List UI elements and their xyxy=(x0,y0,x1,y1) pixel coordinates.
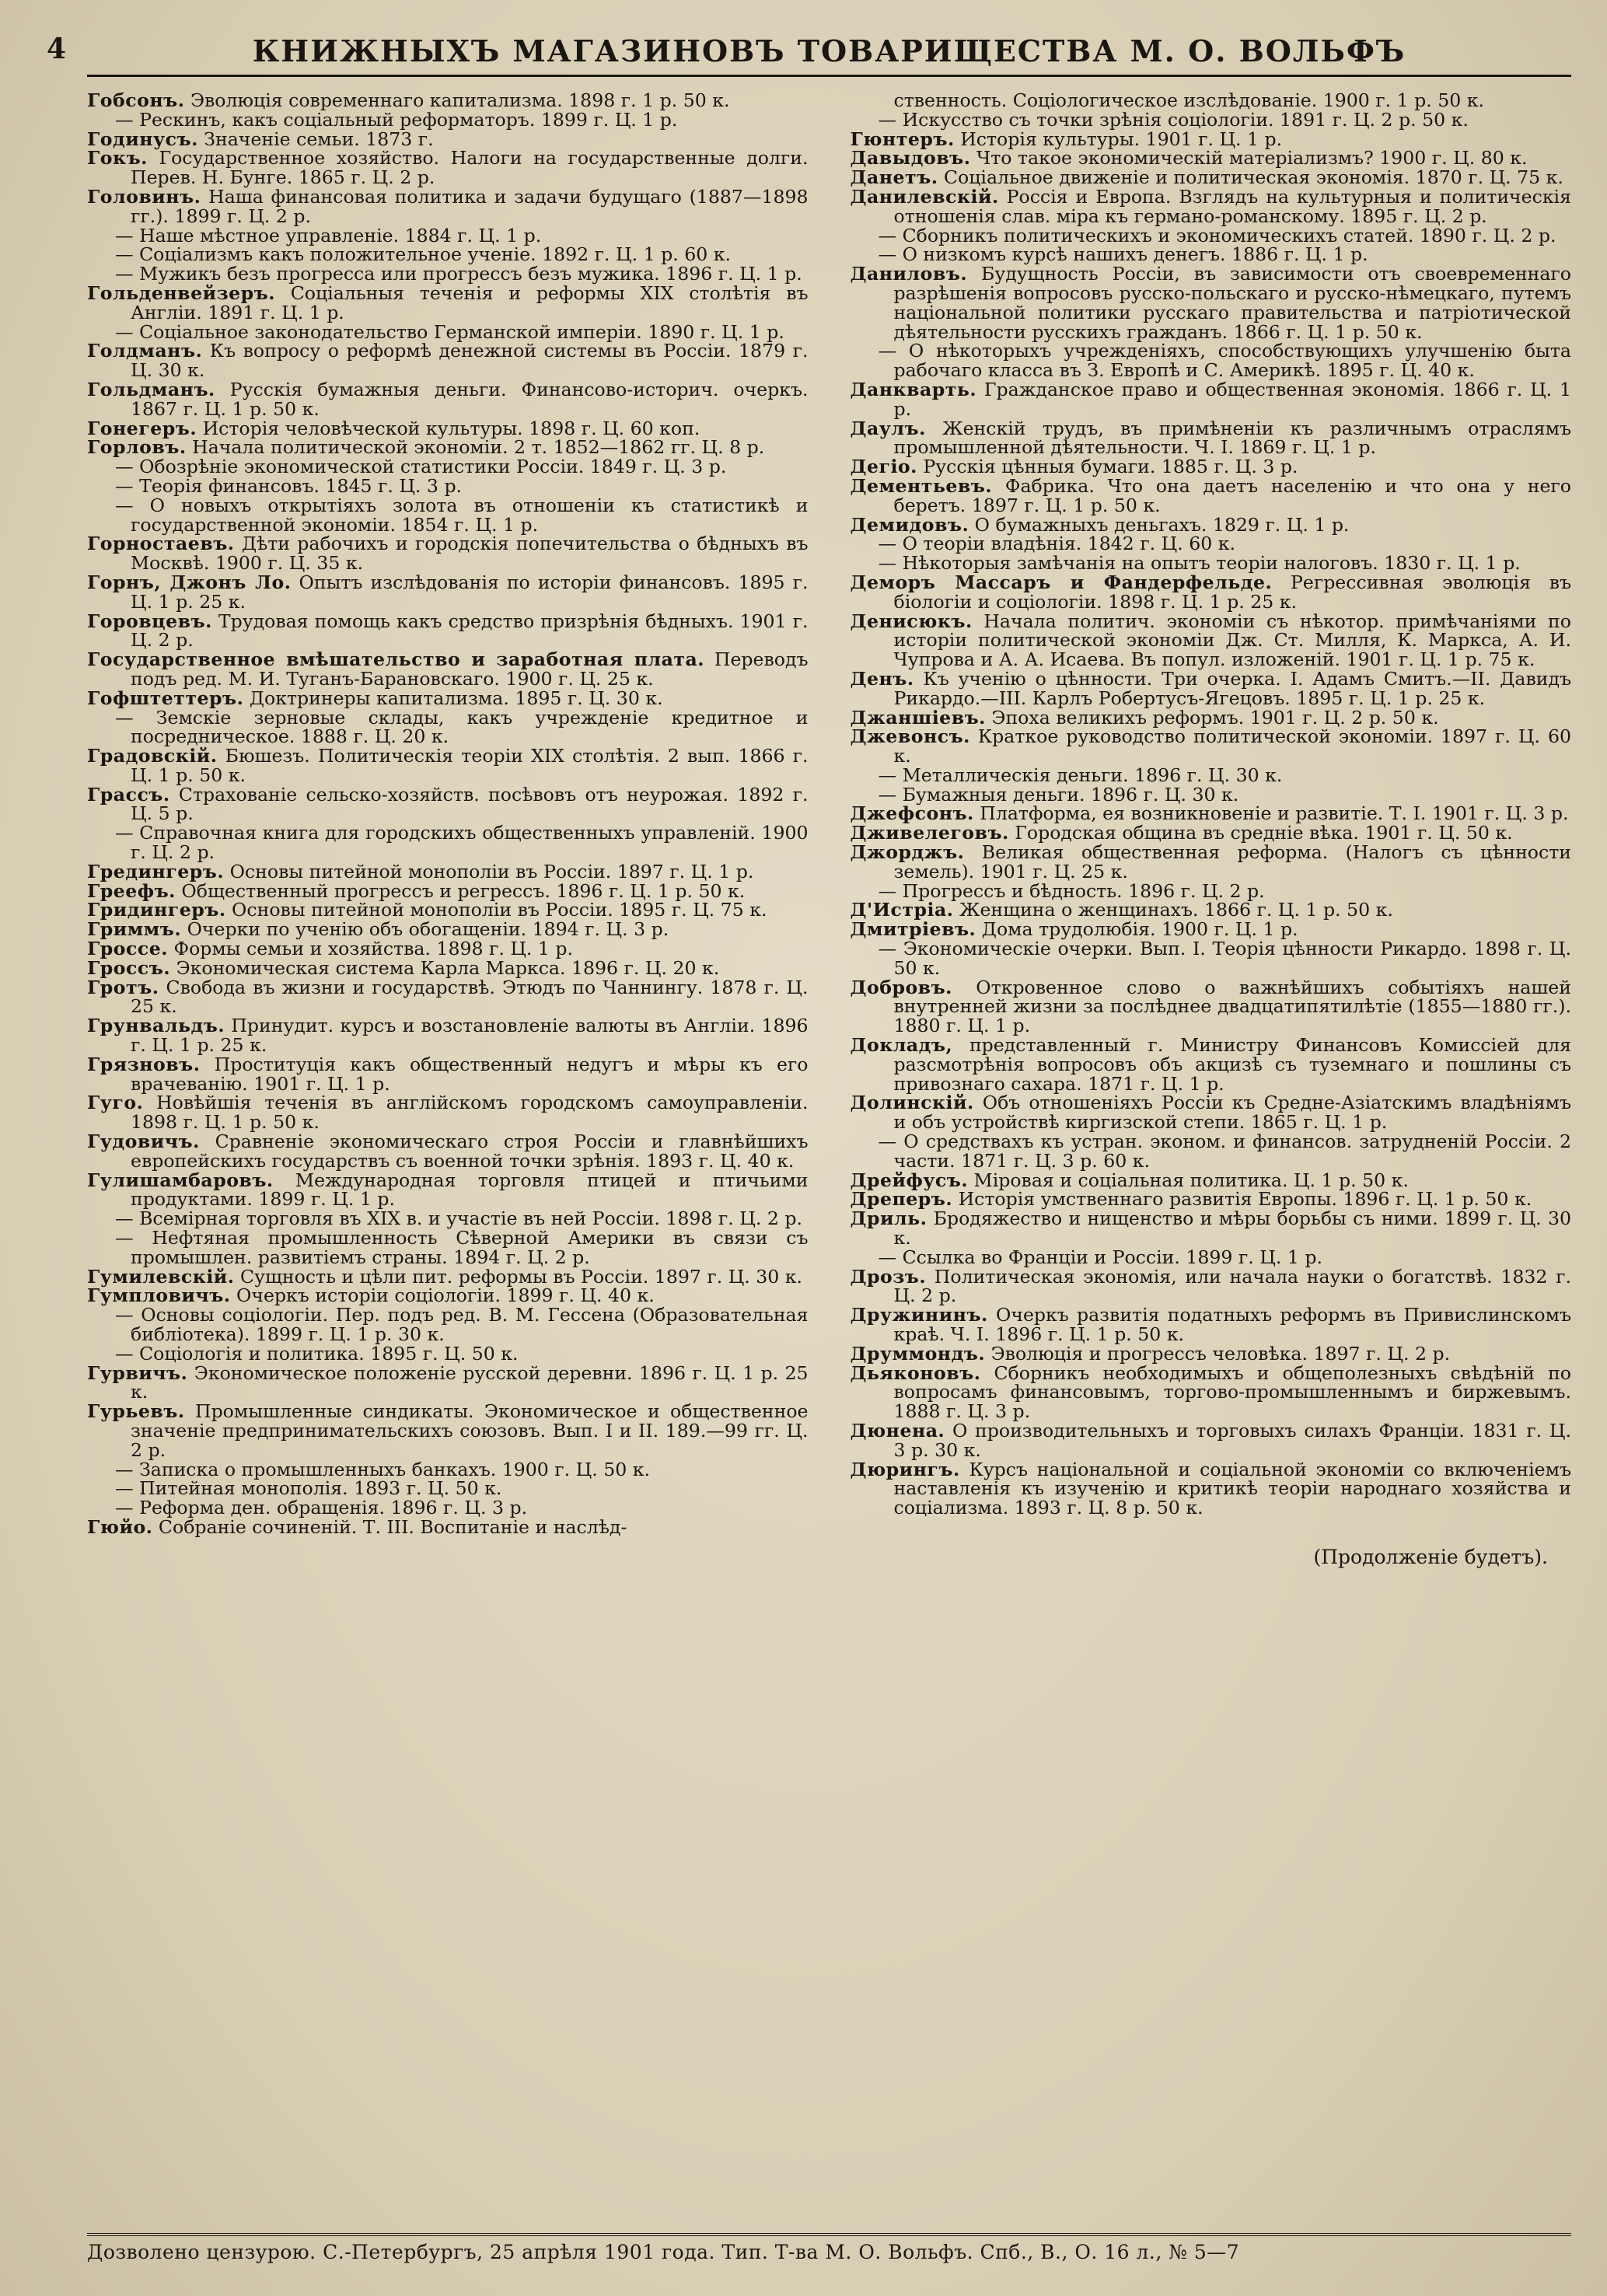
entry-author: Гудовичъ. xyxy=(87,1131,200,1153)
catalog-entry xyxy=(87,862,809,882)
entry-author: Денисюкъ. xyxy=(850,610,973,632)
entry-author: Дживелеговъ. xyxy=(850,822,1009,844)
entry-author: Докладъ, xyxy=(850,1034,953,1057)
entry-author: Грязновъ. xyxy=(87,1053,201,1075)
entry-text: — Реформа ден. обращенія. 1896 г. Ц. 3 р. xyxy=(115,1497,528,1519)
catalog-subentry xyxy=(851,341,1572,380)
entry-text: — Теорія финансовъ. 1845 г. Ц. 3 р. xyxy=(115,474,463,497)
page-number: 4 xyxy=(47,33,67,65)
entry-text: Экономическая система Карла Маркса. 1896 г. Ц. 20 к. xyxy=(170,956,720,979)
catalog-entry xyxy=(87,650,809,689)
entry-author: Данкварть. xyxy=(850,378,977,400)
entry-text: Экономическое положеніе русской деревни. 1896 г. Ц. 1 р. 25 к. xyxy=(131,1361,809,1403)
entry-author: Даниловъ. xyxy=(850,263,968,285)
catalog-entry xyxy=(87,1286,809,1305)
entry-author: Джорджъ. xyxy=(850,841,965,864)
entry-text: Опытъ изслѣдованія по исторіи финансовъ. 1895 г. Ц. 1 р. 25 к. xyxy=(131,571,809,613)
entry-text: Переводъ подъ ред. М. И. Туганъ-Барановскаго. 1900 г. Ц. 25 к. xyxy=(131,648,809,690)
entry-author: Долинскій. xyxy=(850,1092,974,1114)
catalog-entry xyxy=(851,612,1572,669)
entry-text: Великая общественная реформа. (Налогъ съ цѣнности земель). 1901 г. Ц. 25 к. xyxy=(893,841,1571,882)
catalog-subentry xyxy=(87,110,809,130)
catalog-subentry xyxy=(87,226,809,246)
catalog-subentry xyxy=(87,457,809,477)
catalog-entry xyxy=(851,804,1572,823)
entry-text: — Экономическіе очерки. Вып. I. Теорія цѣнности Рикардо. 1898 г. Ц. 50 к. xyxy=(878,938,1571,979)
catalog-entry xyxy=(87,1093,809,1132)
catalog-subentry xyxy=(87,245,809,264)
entry-text: — О нѣкоторыхъ учрежденіяхъ, способствующихъ улучшенію быта рабочаго класса въ З. Европѣ и С. Америкѣ. 1895 г. Ц. 40 к. xyxy=(878,340,1571,382)
entry-text: Краткое руководство политической экономіи. 1897 г. Ц. 60 к. xyxy=(893,725,1571,767)
entry-text: — О новыхъ открытіяхъ золота въ отношеніи къ статистикѣ и государственной экономіи. 1854 г. Ц. 1 р. xyxy=(115,494,809,536)
entry-text: представленный г. Министру Финансовъ Комиссіей для разсмотрѣнія вопросовъ объ акцизѣ съ туземнаго и пошлины съ привознаго сахара. 1871 г. Ц. 1 р. xyxy=(893,1034,1571,1095)
entry-author: Данилевскій. xyxy=(850,185,999,208)
entry-author: Дюнена. xyxy=(850,1419,945,1442)
catalog-entry xyxy=(851,573,1572,612)
catalog-entry xyxy=(87,149,809,187)
catalog-entry xyxy=(851,1305,1572,1344)
entry-author: Градовскій. xyxy=(87,745,218,767)
running-title: КНИЖНЫХЪ МАГАЗИНОВЪ ТОВАРИЩЕСТВА М. О. ВОЛЬФЪ xyxy=(252,33,1406,68)
entry-text: Доктринеры капитализма. 1895 г. Ц. 30 к. xyxy=(243,687,663,709)
entry-text: Сущность и цѣли пит. реформы въ Россіи. 1897 г. Ц. 30 к. xyxy=(234,1265,803,1288)
entry-text: Россія и Европа. Взглядъ на культурныя и политическія отношенія слав. міра къ германо-романскому. 1895 г. Ц. 2 р. xyxy=(893,185,1571,227)
entry-author: Горнъ, Джонъ Ло. xyxy=(87,571,292,593)
entry-text: Свобода въ жизни и государствѣ. Этюдъ по Чаннингу. 1878 г. Ц. 25 к. xyxy=(131,976,809,1018)
catalog-entry xyxy=(87,419,809,439)
entry-author: Добровъ. xyxy=(850,976,952,998)
catalog-subentry xyxy=(87,1305,809,1344)
entry-author: Греефъ. xyxy=(87,879,176,902)
entry-author: Гумилевскій. xyxy=(87,1265,235,1288)
entry-text: ственность. Соціологическое изслѣдованіе. 1900 г. 1 р. 50 к. xyxy=(893,89,1485,111)
entry-author: Государственное вмѣшательство и заработная плата. xyxy=(87,648,705,671)
catalog-entry xyxy=(87,380,809,419)
entry-text: Къ ученію о цѣнности. Три очерка. I. Адамъ Смитъ.—II. Давидъ Рикардо.—III. Карлъ Робертусъ-Ягецовъ. 1895 г. Ц. 1 р. 25 к. xyxy=(893,667,1571,709)
entry-author: Дмитріевъ. xyxy=(850,918,976,941)
catalog-subentry xyxy=(87,1228,809,1267)
entry-text: Эволюція и прогрессъ человѣка. 1897 г. Ц. 2 р. xyxy=(985,1342,1451,1365)
entry-text: Будущность Россіи, въ зависимости отъ своевременнаго разрѣшенія вопросовъ русско-польскаго и русско-нѣмецкаго, путемъ національной политики русскаго правительства и патріотической дѣятельности русскихъ гражданъ. 1866 г. Ц. 1 р. 50 к. xyxy=(893,263,1571,343)
catalog-entry xyxy=(851,91,1572,110)
catalog-entry xyxy=(87,281,809,323)
entry-author: Гольденвейзеръ. xyxy=(87,281,275,304)
entry-author: Д'Истріа. xyxy=(850,899,954,921)
catalog-entry xyxy=(87,438,809,457)
entry-text: Международная торговля птицей и птичьими продуктами. 1899 г. Ц. 1 р. xyxy=(131,1169,809,1211)
entry-text: — Искусство съ точки зрѣнія соціологіи. 1891 г. Ц. 2 р. 50 к. xyxy=(878,108,1469,131)
catalog-entry xyxy=(851,168,1572,187)
catalog-entry xyxy=(87,1171,809,1210)
entry-author: Дрейфусъ. xyxy=(850,1169,969,1191)
catalog-subentry xyxy=(87,1209,809,1228)
catalog-entry xyxy=(87,879,809,902)
entry-author: Гюнтеръ. xyxy=(850,128,955,150)
catalog-subentry xyxy=(851,554,1572,573)
entry-text: Начала политической экономіи. 2 т. 1852—1862 гг. Ц. 8 р. xyxy=(186,436,765,459)
entry-text: — Основы соціологіи. Пер. подъ ред. В. М. Гессена (Образовательная библіотека). 1899 г. Ц. 1 р. 30 к. xyxy=(115,1304,809,1345)
entry-author: Гредингеръ. xyxy=(87,860,225,882)
entry-author: Данетъ. xyxy=(850,166,938,189)
catalog-entry xyxy=(851,1171,1572,1190)
entry-author: Демидовъ. xyxy=(850,513,969,536)
catalog-entry xyxy=(87,900,809,920)
catalog-entry xyxy=(87,573,809,612)
entry-author: Джефсонъ. xyxy=(850,802,974,825)
entry-author: Деморъ Массаръ и Фандерфельде. xyxy=(850,571,1273,593)
continued-note: (Продолженіе будетъ). xyxy=(1313,1545,1548,1568)
entry-text: Женскій трудъ, въ примѣненіи къ различнымъ отраслямъ промышленной дѣятельности. Ч. I. 1869 г. Ц. 1 р. xyxy=(893,417,1571,459)
catalog-subentry xyxy=(87,320,809,343)
catalog-subentry xyxy=(851,245,1572,264)
entry-text: Городская община въ средніе вѣка. 1901 г. Ц. 50 к. xyxy=(1008,822,1513,844)
catalog-entry xyxy=(851,823,1572,843)
catalog-entry xyxy=(87,1515,809,1538)
catalog-entry xyxy=(850,1361,1572,1423)
entry-text: Государственное хозяйство. Налоги на государственные долги. Перев. Н. Бунге. 1865 г. Ц. 2 р. xyxy=(131,147,809,189)
entry-text: Политическая экономія, или начала науки о богатствѣ. 1832 г. Ц. 2 р. xyxy=(893,1265,1571,1307)
catalog-subentry xyxy=(87,708,809,747)
catalog-entry xyxy=(851,419,1572,458)
catalog-entry xyxy=(87,1132,809,1171)
entry-text: О бумажныхъ деньгахъ. 1829 г. Ц. 1 р. xyxy=(969,513,1350,536)
left-column xyxy=(87,91,809,1568)
catalog-entry xyxy=(851,130,1572,149)
entry-text: — О теоріи владѣнія. 1842 г. Ц. 60 к. xyxy=(878,533,1236,555)
entry-text: Проституція какъ общественный недугъ и мѣры къ его врачеванію. 1901 г. Ц. 1 р. xyxy=(131,1053,809,1095)
entry-author: Горовцевъ. xyxy=(87,610,212,632)
entry-author: Горловъ. xyxy=(87,436,187,459)
catalog-entry xyxy=(87,187,809,226)
catalog-entry xyxy=(851,1421,1572,1460)
catalog-subentry xyxy=(87,474,809,497)
entry-author: Дрозъ. xyxy=(850,1265,927,1288)
entry-text: — Рескинъ, какъ соціальный реформаторъ. 1899 г. Ц. 1 р. xyxy=(115,108,678,131)
entry-text: Начала политич. экономіи съ нѣкотор. примѣчаніями по исторіи политической экономіи Дж. Ст. Милля, К. Маркса, А. И. Чупрова и А. А. Исаева. Въ попул. изложеній. 1901 г. Ц. 1 р. 75 к. xyxy=(893,610,1571,671)
catalog-entry xyxy=(87,956,809,979)
catalog-entry xyxy=(851,669,1572,708)
entry-author: Гобсонъ. xyxy=(87,89,185,111)
entry-text: Страхованіе сельско-хозяйств. посѣвовъ отъ неурожая. 1892 г. Ц. 5 р. xyxy=(131,783,809,825)
entry-text: Очерки по ученію объ обогащеніи. 1894 г. Ц. 3 р. xyxy=(181,918,669,941)
entry-author: Гроссъ. xyxy=(87,956,171,979)
entry-text: Сравненіе экономическаго строя Россіи и главнѣйшихъ европейскихъ государствъ съ военной точки зрѣнія. 1893 г. Ц. 40 к. xyxy=(131,1131,809,1172)
catalog-entry xyxy=(87,534,809,573)
catalog-entry xyxy=(87,341,809,380)
catalog-subentry xyxy=(851,226,1572,246)
entry-text: — Справочная книга для городскихъ общественныхъ управленій. 1900 г. Ц. 2 р. xyxy=(115,822,809,864)
entry-text: — Наше мѣстное управленіе. 1884 г. Ц. 1 р. xyxy=(115,224,542,246)
entry-text: — Сборникъ политическихъ и экономическихъ статей. 1890 г. Ц. 2 р. xyxy=(878,224,1556,246)
entry-text: — Записка о промышленныхъ банкахъ. 1900 г. Ц. 50 к. xyxy=(115,1458,651,1480)
catalog-entry xyxy=(851,1036,1572,1093)
catalog-entry xyxy=(851,187,1572,226)
catalog-entry xyxy=(851,727,1572,766)
entry-author: Гурвичъ. xyxy=(87,1361,188,1384)
catalog-entry xyxy=(87,689,809,708)
entry-author: Дружининъ. xyxy=(850,1304,988,1326)
entry-author: Джевонсъ. xyxy=(850,725,970,748)
entry-author: Гурьевъ. xyxy=(87,1400,185,1423)
entry-text: — Прогрессъ и бѣдность. 1896 г. Ц. 2 р. xyxy=(878,879,1265,902)
entry-author: Дьяконовъ. xyxy=(850,1361,981,1384)
entry-author: Друммондъ. xyxy=(850,1342,986,1365)
catalog-entry xyxy=(87,1361,809,1403)
entry-author: Годинусъ. xyxy=(87,128,198,150)
entry-author: Гроссе. xyxy=(87,938,168,960)
entry-text: — Обозрѣніе экономической статистики Россіи. 1849 г. Ц. 3 р. xyxy=(115,456,727,478)
catalog-subentry xyxy=(851,879,1572,902)
entry-text: — Соціализмъ какъ положительное ученіе. 1892 г. Ц. 1 р. 60 к. xyxy=(115,243,731,266)
entry-text: — Ссылка во Франціи и Россіи. 1899 г. Ц. 1 р. xyxy=(878,1246,1322,1268)
entry-text: Міровая и соціальная политика. Ц. 1 р. 50 к. xyxy=(968,1169,1409,1191)
catalog-subentry xyxy=(87,823,809,862)
entry-text: — Нѣкоторыя замѣчанія на опытъ теоріи налоговъ. 1830 г. Ц. 1 р. xyxy=(878,552,1521,575)
entry-author: Дриль. xyxy=(850,1207,928,1230)
entry-author: Гулишамбаровъ. xyxy=(87,1169,274,1191)
entry-text: — Соціологія и политика. 1895 г. Ц. 50 к. xyxy=(115,1342,519,1365)
entry-text: Исторія культуры. 1901 г. Ц. 1 р. xyxy=(954,128,1283,150)
entry-text: Дома трудолюбія. 1900 г. Ц. 1 р. xyxy=(976,918,1298,941)
entry-author: Дегіо. xyxy=(850,456,917,478)
entry-author: Даулъ. xyxy=(850,417,926,439)
imprint-footer: Дозволено цензурою. С.-Петербургъ, 25 апрѣля 1901 года. Тип. Т-ва М. О. Вольфъ. Спб., В., О. 16 л., № 5—7 xyxy=(87,2233,1571,2263)
entry-text: — Всемірная торговля въ XIX в. и участіе въ ней Россіи. 1898 г. Ц. 2 р. xyxy=(115,1207,802,1230)
entry-text: О производительныхъ и торговыхъ силахъ Франціи. 1831 г. Ц. 3 р. 30 к. xyxy=(893,1419,1571,1461)
entry-text: Откровенное слово о важнѣйшихъ событіяхъ нашей внутренней жизни за послѣднее двадцатипятилѣтіе (1855—1880 гг.). 1880 г. Ц. 1 р. xyxy=(893,976,1571,1037)
entry-text: Основы питейной монополіи въ Россіи. 1895 г. Ц. 75 к. xyxy=(225,899,767,921)
entry-author: Горностаевъ. xyxy=(87,533,235,555)
catalog-entry xyxy=(851,1344,1572,1364)
entry-text: Русскія бумажныя деньги. Финансово-историч. очеркъ. 1867 г. Ц. 1 р. 50 к. xyxy=(131,378,809,420)
entry-text: Очеркъ развитія податныхъ реформъ въ Привислинскомъ краѣ. Ч. I. 1896 г. Ц. 1 р. 50 к. xyxy=(893,1304,1571,1345)
catalog-entry xyxy=(87,91,809,110)
entry-text: — Бумажныя деньги. 1896 г. Ц. 30 к. xyxy=(878,783,1239,806)
catalog-entry xyxy=(851,515,1572,535)
catalog-entry xyxy=(851,457,1572,477)
entry-text: Къ вопросу о реформѣ денежной системы въ Россіи. 1879 г. Ц. 30 к. xyxy=(131,340,809,382)
catalog-entry xyxy=(851,149,1572,168)
entry-text: — Нефтяная промышленность Сѣверной Америки въ связи съ промышлен. развитіемъ страны. 1894 г. Ц. 2 р. xyxy=(115,1227,809,1268)
columns xyxy=(87,91,1571,1568)
right-column-entries xyxy=(851,91,1572,1518)
catalog-subentry xyxy=(851,110,1572,130)
entry-text: Формы семьи и хозяйства. 1898 г. Ц. 1 р. xyxy=(167,938,574,960)
entry-author: Гофштеттеръ. xyxy=(87,687,244,709)
catalog-entry xyxy=(87,1402,809,1459)
catalog-subentry xyxy=(87,1479,809,1498)
entry-text: Что такое экономическій матеріализмъ? 1900 г. Ц. 80 к. xyxy=(970,147,1528,169)
catalog-entry xyxy=(851,1190,1572,1209)
catalog-entry xyxy=(851,1267,1572,1306)
entry-author: Грунвальдъ. xyxy=(87,1015,225,1037)
catalog-entry xyxy=(851,900,1572,920)
catalog-entry xyxy=(87,939,809,959)
entry-author: Гриммъ. xyxy=(87,918,182,941)
entry-text: Исторія умственнаго развитія Европы. 1896 г. Ц. 1 р. 50 к. xyxy=(952,1188,1532,1211)
entry-text: Фабрика. Что она даетъ населенію и что она у него беретъ. 1897 г. Ц. 1 р. 50 к. xyxy=(893,474,1571,516)
entry-text: Дѣти рабочихъ и городскія попечительства о бѣдныхъ въ Москвѣ. 1900 г. Ц. 35 к. xyxy=(131,533,809,575)
catalog-entry xyxy=(87,1016,809,1055)
catalog-entry xyxy=(87,978,809,1017)
entry-text: Сборникъ необходимыхъ и общеполезныхъ свѣдѣній по вопросамъ финансовымъ, торгово-промышленнымъ и биржевымъ. 1888 г. Ц. 3 р. xyxy=(893,1361,1571,1423)
catalog-subentry xyxy=(851,1248,1572,1267)
entry-text: — Мужикъ безъ прогресса или прогрессъ безъ мужика. 1896 г. Ц. 1 р. xyxy=(115,263,802,285)
catalog-entry xyxy=(851,264,1572,341)
entry-author: Гольдманъ. xyxy=(87,378,215,400)
catalog-entry xyxy=(851,920,1572,939)
entry-text: — О средствахъ къ устран. эконом. и финансов. затрудненій Россіи. 2 части. 1871 г. Ц. 3 р. 60 к. xyxy=(878,1131,1571,1172)
entry-text: Основы питейной монополіи въ Россіи. 1897 г. Ц. 1 р. xyxy=(224,860,754,882)
entry-author: Дреперъ. xyxy=(850,1188,953,1211)
entry-text: Очеркъ исторіи соціологіи. 1899 г. Ц. 40 к. xyxy=(230,1284,655,1307)
entry-text: Промышленные синдикаты. Экономическое и общественное значеніе предпринимательскихъ союзовъ. Вып. I и II. 189.—99 гг. Ц. 2 р. xyxy=(131,1400,809,1461)
entry-text: Русскія цѣнныя бумаги. 1885 г. Ц. 3 р. xyxy=(917,456,1298,478)
entry-author: Дюрингъ. xyxy=(850,1458,960,1480)
catalog-subentry xyxy=(87,1498,809,1518)
entry-text: Новѣйшія теченія въ англійскомъ городскомъ самоуправленіи. 1898 г. Ц. 1 р. 50 к. xyxy=(131,1092,809,1134)
entry-author: Дементьевъ. xyxy=(850,474,993,497)
entry-text: — Металлическія деньги. 1896 г. Ц. 30 к. xyxy=(878,764,1283,786)
entry-author: Давыдовъ. xyxy=(850,147,971,169)
right-column xyxy=(851,91,1572,1568)
catalog-entry xyxy=(851,978,1572,1036)
catalog-subentry xyxy=(851,534,1572,554)
entry-author: Гумпловичъ. xyxy=(87,1284,231,1307)
entry-text: Бюшезъ. Политическія теоріи XIX столѣтія. 2 вып. 1866 г. Ц. 1 р. 50 к. xyxy=(131,745,809,786)
catalog-entry xyxy=(87,1055,809,1094)
entry-text: Значеніе семьи. 1873 г. xyxy=(197,128,434,150)
entry-author: Гокъ. xyxy=(87,147,148,169)
entry-text: Соціальное движеніе и политическая экономія. 1870 г. Ц. 75 к. xyxy=(938,166,1563,189)
catalog-subentry xyxy=(851,766,1572,785)
entry-text: Общественный прогрессъ и регрессъ. 1896 г. Ц. 1 р. 50 к. xyxy=(175,879,746,902)
entry-text: Наша финансовая политика и задачи будущаго (1887—1898 гг.). 1899 г. Ц. 2 р. xyxy=(131,185,809,227)
catalog-entry xyxy=(87,130,809,149)
entry-author: Гонегеръ. xyxy=(87,417,197,439)
catalog-subentry xyxy=(851,939,1572,978)
entry-text: — Соціальное законодательство Германской имперіи. 1890 г. Ц. 1 р. xyxy=(115,320,784,343)
entry-text: Собраніе сочиненій. Т. III. Воспитаніе и наслѣд- xyxy=(152,1515,627,1538)
entry-text: — Земскіе зерновые склады, какъ учрежденіе кредитное и посредническое. 1888 г. Ц. 20 к. xyxy=(115,706,809,748)
catalog-entry xyxy=(851,843,1572,882)
entry-author: Голдманъ. xyxy=(87,340,203,362)
catalog-subentry xyxy=(87,1344,809,1364)
catalog-entry xyxy=(851,380,1572,419)
entry-text: — Питейная монополія. 1893 г. Ц. 50 к. xyxy=(115,1477,502,1500)
catalog-subentry xyxy=(851,1132,1572,1171)
entry-author: Джаншіевъ. xyxy=(850,706,986,729)
catalog-subentry xyxy=(87,496,809,535)
page-header xyxy=(47,31,1571,77)
catalog-entry xyxy=(851,708,1572,728)
entry-author: Грассъ. xyxy=(87,783,170,806)
entry-text: — О низкомъ курсѣ нашихъ денегъ. 1886 г. Ц. 1 р. xyxy=(878,243,1368,266)
entry-text: Женщина о женщинахъ. 1866 г. Ц. 1 р. 50 к. xyxy=(953,899,1393,921)
catalog-entry xyxy=(87,785,809,824)
entry-author: Гуго. xyxy=(87,1092,144,1114)
entry-author: Гротъ. xyxy=(87,976,159,998)
entry-text: Гражданское право и общественная экономія. 1866 г. Ц. 1 р. xyxy=(893,378,1571,420)
entry-text: Объ отношеніяхъ Россіи къ Средне-Азіатскимъ владѣніямъ и объ устройствѣ киргизской степи. 1865 г. Ц. 1 р. xyxy=(893,1092,1571,1134)
catalog-entry xyxy=(851,1093,1572,1132)
entry-text: Эпоха великихъ реформъ. 1901 г. Ц. 2 р. 50 к. xyxy=(985,706,1439,729)
catalog-entry xyxy=(87,1267,809,1287)
catalog-subentry xyxy=(87,1460,809,1480)
entry-text: Исторія человѣческой культуры. 1898 г. Ц. 60 коп. xyxy=(197,417,700,439)
entry-author: Головинъ. xyxy=(87,185,201,208)
catalog-entry xyxy=(87,612,809,651)
catalog-entry xyxy=(850,474,1572,516)
catalog-entry xyxy=(87,746,809,785)
entry-text: Соціальныя теченія и реформы XIX столѣтія въ Англіи. 1891 г. Ц. 1 р. xyxy=(131,281,809,323)
entry-author: Гридингеръ. xyxy=(87,899,226,921)
catalog-entry xyxy=(87,920,809,939)
entry-text: Платформа, ея возникновеніе и развитіе. Т. I. 1901 г. Ц. 3 р. xyxy=(973,802,1569,825)
entry-text: Трудовая помощь какъ средство призрѣнія бѣдныхъ. 1901 г. Ц. 2 р. xyxy=(131,610,809,652)
entry-text: Регрессивная эволюція въ біологіи и соціологіи. 1898 г. Ц. 1 р. 25 к. xyxy=(893,571,1571,613)
entry-text: Курсъ національной и соціальной экономіи со включеніемъ наставленія къ изученію и критикѣ теоріи народнаго хозяйства и соціализма. 1893 г. Ц. 8 р. 50 к. xyxy=(893,1458,1571,1519)
catalog-entry xyxy=(851,1209,1572,1248)
entry-author: Денъ. xyxy=(850,667,914,690)
entry-text: Эволюція современнаго капитализма. 1898 г. 1 р. 50 к. xyxy=(184,89,730,111)
catalog-entry xyxy=(851,1460,1572,1518)
entry-author: Гюйо. xyxy=(87,1515,153,1538)
entry-text: Бродяжество и нищенство и мѣры борьбы съ ними. 1899 г. Ц. 30 к. xyxy=(893,1207,1571,1249)
catalog-subentry xyxy=(87,264,809,284)
entry-text: Принудит. курсъ и возстановленіе валюты въ Англіи. 1896 г. Ц. 1 р. 25 к. xyxy=(131,1015,809,1057)
catalog-subentry xyxy=(851,785,1572,805)
